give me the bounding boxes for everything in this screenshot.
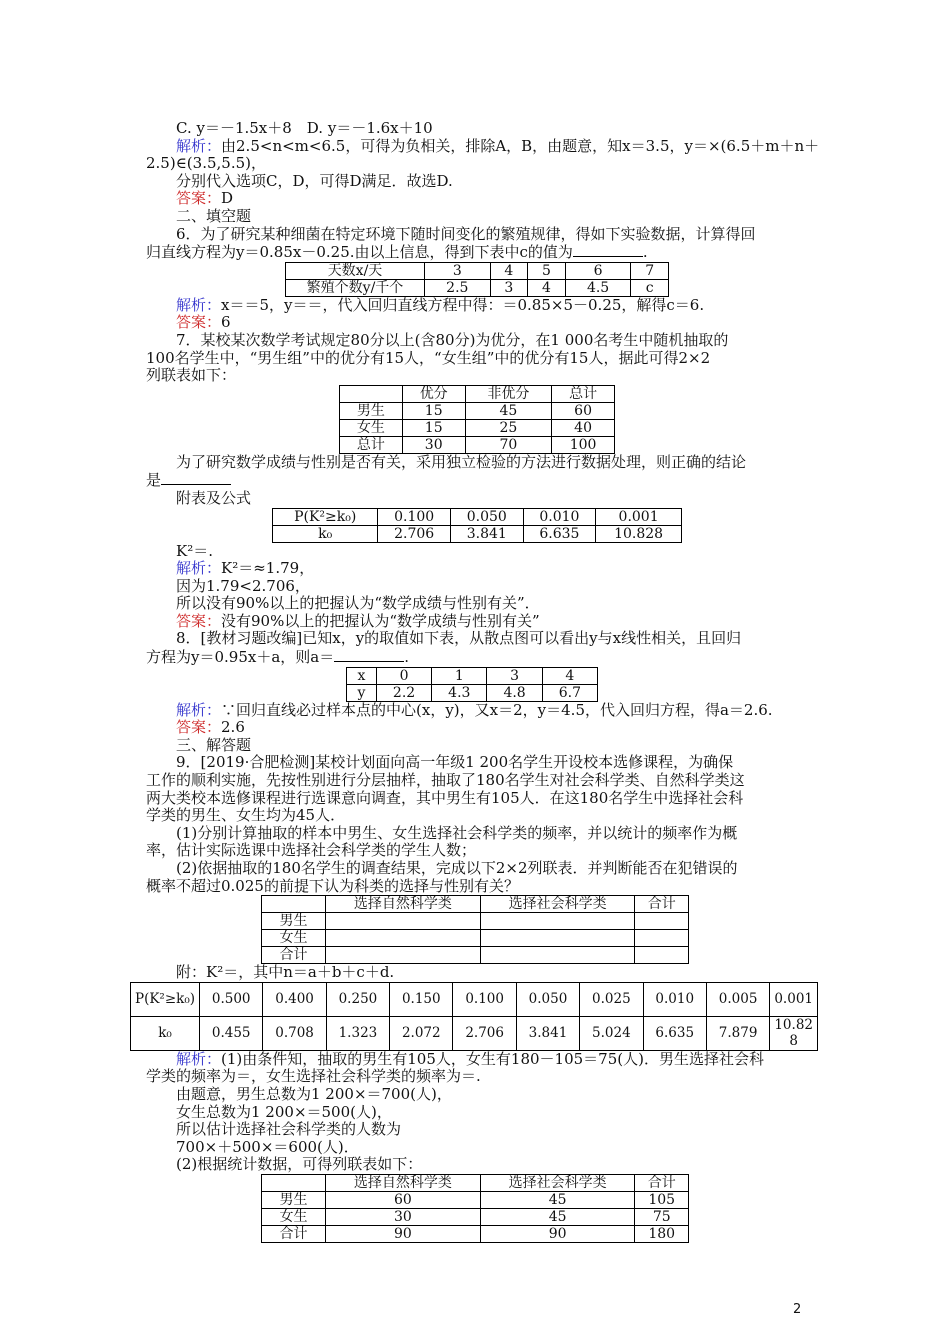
q8-answer	[146, 719, 808, 737]
table-cell: 0.150	[390, 982, 453, 1016]
table-cell: 0.100	[378, 508, 451, 525]
table-row	[262, 913, 689, 930]
table-row	[262, 1225, 689, 1242]
table-cell: 男生	[262, 913, 326, 930]
q7-line5	[146, 471, 808, 490]
table-cell: 非优分	[465, 385, 552, 402]
table-cell: 女生	[262, 1208, 326, 1225]
answer-label: 答案：	[176, 611, 222, 630]
table-cell: 0.250	[326, 982, 389, 1016]
table-cell: 0.708	[263, 1016, 326, 1050]
table-cell: 男生	[262, 1191, 326, 1208]
q9-part2-a: (2)依据抽取的180名学生的调查结果，完成以下2×2列联表．并判断能否在犯错误的	[176, 859, 738, 877]
table-cell: 4.5	[565, 279, 631, 296]
table-row	[273, 525, 682, 542]
table-cell: 4	[528, 279, 566, 296]
q9-line1: 9．[2019·合肥检测]某校计划面向高一年级1 200名学生开设校本选修课程，为确保	[176, 753, 734, 772]
q8-solution	[146, 702, 808, 720]
table-cell: 0.050	[450, 508, 523, 525]
q7-line1: 7．某校某次数学考试规定80分以上(含80分)为优分，在1 000名考生中随机抽取的	[176, 330, 729, 349]
q7-line6: 附表及公式	[176, 488, 252, 507]
blank-line	[334, 648, 404, 662]
table-cell: 男生	[340, 402, 403, 419]
table-cell: 2.5	[425, 279, 491, 296]
table-row	[262, 1191, 689, 1208]
q9-part2-b: 概率不超过0.025的前提下认为科类的选择与性别有关？	[146, 876, 519, 895]
q9-formula: 附：K²＝，其中n＝a＋b＋c＋d.	[176, 963, 395, 982]
q9-filled-table	[261, 1174, 689, 1243]
table-cell: x	[347, 667, 377, 684]
q7-text: 是	[146, 471, 162, 490]
table-cell: 10.828	[770, 1016, 818, 1050]
table-cell: 总计	[340, 436, 403, 453]
table-cell: 女生	[262, 930, 326, 947]
options-cd: C. y＝－1.5x＋8 D. y＝－1.6x＋10	[176, 119, 433, 137]
table-cell: 30	[402, 436, 465, 453]
table-cell: 6.7	[542, 684, 597, 701]
table-row	[286, 279, 669, 296]
q6-solution	[146, 297, 808, 315]
q7-formula: K²＝.	[176, 541, 213, 560]
q6-line2: 归直线方程为y＝0.85x－0.25.由以上信息，得到下表中c的值为 .	[146, 243, 648, 262]
q6-line1: 6．为了研究某种细菌在特定环境下随时间变化的繁殖规律，得如下实验数据，计算得回	[176, 224, 756, 243]
q9-line2: 工作的顺利实施，先按性别进行分层抽样，抽取了180名学生对社会科学类、自然科学类这	[146, 771, 745, 790]
table-cell: 2.706	[453, 1016, 516, 1050]
table-cell: 0.001	[596, 508, 682, 525]
table-cell	[326, 913, 481, 930]
table-row	[347, 684, 598, 701]
blank-line	[161, 471, 231, 485]
table-cell: 0.005	[706, 982, 769, 1016]
table-row	[340, 385, 615, 402]
q9-empty-table	[261, 895, 689, 964]
q9-solution-3: 由题意，男生总数为1 200×＝700(人)，	[176, 1084, 452, 1103]
table-cell: P(K²≥k₀)	[131, 982, 200, 1016]
q9-part1-a: (1)分别计算抽取的样本中男生、女生选择社会科学类的频率，并以统计的频率作为概	[176, 823, 738, 842]
table-cell: 合计	[262, 1225, 326, 1242]
table-cell: 0.500	[200, 982, 263, 1016]
page-number: 2	[793, 1302, 802, 1317]
table-cell: 45	[480, 1191, 635, 1208]
blank-line	[573, 243, 643, 257]
table-cell: 6.635	[523, 525, 596, 542]
answer-text: 6	[221, 313, 231, 332]
section-fill-blank: 二、填空题	[176, 206, 252, 225]
table-row	[286, 262, 669, 279]
table-cell: 70	[465, 436, 552, 453]
q9-solution-5: 所以估计选择社会科学类的人数为	[176, 1120, 402, 1139]
solution-label: 解析：	[176, 700, 222, 719]
solution-label: 解析：	[176, 559, 222, 578]
q5-solution-line2: 2.5)∈(3.5,5.5)，	[146, 154, 266, 173]
q7-solution-1	[146, 560, 808, 578]
table-cell: 0.455	[200, 1016, 263, 1050]
table-cell: 15	[402, 419, 465, 436]
q9-solution-2: 学类的频率为＝，女生选择社会科学类的频率为＝.	[146, 1067, 481, 1086]
table-cell	[635, 930, 689, 947]
table-cell	[480, 913, 635, 930]
answer-text: 没有90%以上的把握认为“数学成绩与性别有关”	[221, 611, 540, 630]
table-cell: 6.635	[643, 1016, 706, 1050]
table-cell: 0.025	[580, 982, 643, 1016]
q8-table	[346, 667, 598, 702]
section-answer: 三、解答题	[176, 735, 252, 754]
document-body	[135, 119, 820, 1243]
q5-solution-line1	[146, 136, 820, 156]
q7-contingency-table	[339, 385, 615, 454]
table-cell: 选择自然科学类	[326, 1174, 481, 1191]
table-cell: 总计	[552, 385, 615, 402]
q8-line1: 8．[教材习题改编]已知x，y的取值如下表，从散点图可以看出y与x线性相关，且回归	[176, 629, 742, 648]
table-cell: 10.828	[596, 525, 682, 542]
table-cell: 0.001	[770, 982, 818, 1016]
table-row	[262, 947, 689, 964]
table-cell: 合计	[635, 896, 689, 913]
table-cell: 优分	[402, 385, 465, 402]
q6-text: 归直线方程为y＝0.85x－0.25.由以上信息，得到下表中c的值为	[146, 243, 573, 262]
table-row	[262, 896, 689, 913]
answer-text: D	[221, 189, 234, 208]
table-cell: 45	[480, 1208, 635, 1225]
table-cell: 90	[326, 1225, 481, 1242]
table-cell	[480, 930, 635, 947]
q6-table	[285, 262, 669, 297]
q6-answer	[146, 314, 808, 332]
q9-part1-b: 率，估计实际选课中选择社会科学类的学生人数；	[146, 841, 477, 860]
table-cell	[635, 947, 689, 964]
answer-label: 答案：	[176, 189, 222, 208]
table-cell	[326, 947, 481, 964]
q9-solution-4: 女生总数为1 200×＝500(人)，	[176, 1102, 392, 1121]
answer-label: 答案：	[176, 718, 222, 737]
answer-text: 2.6	[221, 718, 245, 737]
solution-text: 由2.5<n<m<6.5，可得为负相关，排除A，B，由题意，知x＝3.5，y＝×(6.5＋m＋n＋	[221, 136, 820, 155]
table-cell: 选择自然科学类	[326, 896, 481, 913]
q9-solution-7: (2)根据统计数据，可得列联表如下：	[176, 1155, 423, 1174]
table-cell: 45	[465, 402, 552, 419]
table-cell: 0.050	[516, 982, 579, 1016]
solution-text: x＝＝5，y＝＝，代入回归直线方程中得：＝0.85×5－0.25，解得c＝6.	[221, 295, 705, 314]
table-cell: 3	[490, 279, 528, 296]
answer-label: 答案：	[176, 313, 222, 332]
table-cell	[635, 913, 689, 930]
table-cell: 105	[635, 1191, 689, 1208]
q7-solution-3: 所以没有90%以上的把握认为“数学成绩与性别有关”．	[176, 594, 540, 613]
table-cell: 30	[326, 1208, 481, 1225]
table-cell: 0.010	[523, 508, 596, 525]
table-cell: 60	[552, 402, 615, 419]
table-cell: 40	[552, 419, 615, 436]
table-cell	[326, 930, 481, 947]
table-cell: 0.100	[453, 982, 516, 1016]
table-cell	[480, 947, 635, 964]
table-row	[262, 1208, 689, 1225]
table-row	[262, 1174, 689, 1191]
table-cell: 天数x/天	[286, 262, 425, 279]
table-cell: 0.010	[643, 982, 706, 1016]
table-cell: y	[347, 684, 377, 701]
q7-answer	[146, 613, 808, 631]
table-cell: 90	[480, 1225, 635, 1242]
table-cell: 5.024	[580, 1016, 643, 1050]
table-cell: 女生	[340, 419, 403, 436]
table-cell: c	[631, 279, 669, 296]
table-cell: 60	[326, 1191, 481, 1208]
table-cell: k₀	[131, 1016, 200, 1050]
solution-text: K²＝≈1.79，	[221, 559, 315, 578]
table-cell: 选择社会科学类	[480, 896, 635, 913]
q9-k-table	[130, 982, 818, 1051]
table-cell: k₀	[273, 525, 378, 542]
table-cell: 180	[635, 1225, 689, 1242]
table-row	[131, 1016, 818, 1050]
table-row	[262, 930, 689, 947]
solution-label: 解析：	[176, 1049, 222, 1068]
q9-line4: 学类的男生、女生均为45人．	[146, 806, 346, 825]
table-cell: 合计	[635, 1174, 689, 1191]
table-cell: 4	[542, 667, 597, 684]
table-cell: 75	[635, 1208, 689, 1225]
table-cell: 2.706	[378, 525, 451, 542]
table-cell: 0.400	[263, 982, 326, 1016]
table-row	[131, 982, 818, 1016]
q9-solution-6: 700×＋500×＝600(人)．	[176, 1137, 359, 1156]
solution-text: ∵回归直线必过样本点的中心(x，y)，又x＝2，y＝4.5，代入回归方程，得a＝2.6.	[221, 700, 773, 719]
q9-line3: 两大类校本选修课程进行选课意向调查，其中男生有105人．在这180名学生中选择社会科	[146, 788, 744, 807]
q7-solution-2: 因为1.79<2.706，	[176, 576, 310, 595]
q7-line4: 为了研究数学成绩与性别是否有关，采用独立检验的方法进行数据处理，则正确的结论	[176, 452, 747, 471]
table-cell: 合计	[262, 947, 326, 964]
table-cell	[340, 385, 403, 402]
table-cell: 25	[465, 419, 552, 436]
table-cell	[262, 1174, 326, 1191]
q8-text: 方程为y＝0.95x＋a，则a＝	[146, 648, 335, 667]
table-cell: 3.841	[450, 525, 523, 542]
table-cell: 7.879	[706, 1016, 769, 1050]
q8-line2: 方程为y＝0.95x＋a，则a＝ .	[146, 648, 409, 667]
table-row	[340, 436, 615, 453]
solution-label: 解析：	[176, 295, 222, 314]
q9-solution-1	[146, 1051, 808, 1069]
table-cell: 15	[402, 402, 465, 419]
table-cell: P(K²≥k₀)	[273, 508, 378, 525]
table-row	[273, 508, 682, 525]
table-cell: 1.323	[326, 1016, 389, 1050]
solution-label: 解析：	[176, 136, 222, 155]
table-cell: 7	[631, 262, 669, 279]
table-cell: 100	[552, 436, 615, 453]
q5-answer	[146, 190, 808, 208]
table-cell: 1	[432, 667, 487, 684]
q5-solution-line3: 分别代入选项C，D，可得D满足．故选D.	[176, 171, 453, 190]
table-cell: 2.2	[376, 684, 431, 701]
q7-line2: 100名学生中，“男生组”中的优分有15人，“女生组”中的优分有15人，据此可得2×2	[146, 348, 711, 367]
table-row	[340, 419, 615, 436]
table-cell: 2.072	[390, 1016, 453, 1050]
table-cell: 3	[487, 667, 542, 684]
q7-k-table	[272, 508, 682, 543]
table-cell: 5	[528, 262, 566, 279]
q7-line3: 列联表如下：	[146, 366, 237, 385]
table-cell: 6	[565, 262, 631, 279]
table-cell: 4.8	[487, 684, 542, 701]
table-cell: 4.3	[432, 684, 487, 701]
table-cell: 选择社会科学类	[480, 1174, 635, 1191]
table-row	[340, 402, 615, 419]
solution-text: (1)由条件知，抽取的男生有105人，女生有180－105＝75(人)．男生选择社会科	[221, 1049, 764, 1068]
table-row	[347, 667, 598, 684]
table-cell: 0	[376, 667, 431, 684]
table-cell: 4	[490, 262, 528, 279]
table-cell: 3	[425, 262, 491, 279]
table-cell	[262, 896, 326, 913]
table-cell: 繁殖个数y/千个	[286, 279, 425, 296]
table-cell: 3.841	[516, 1016, 579, 1050]
